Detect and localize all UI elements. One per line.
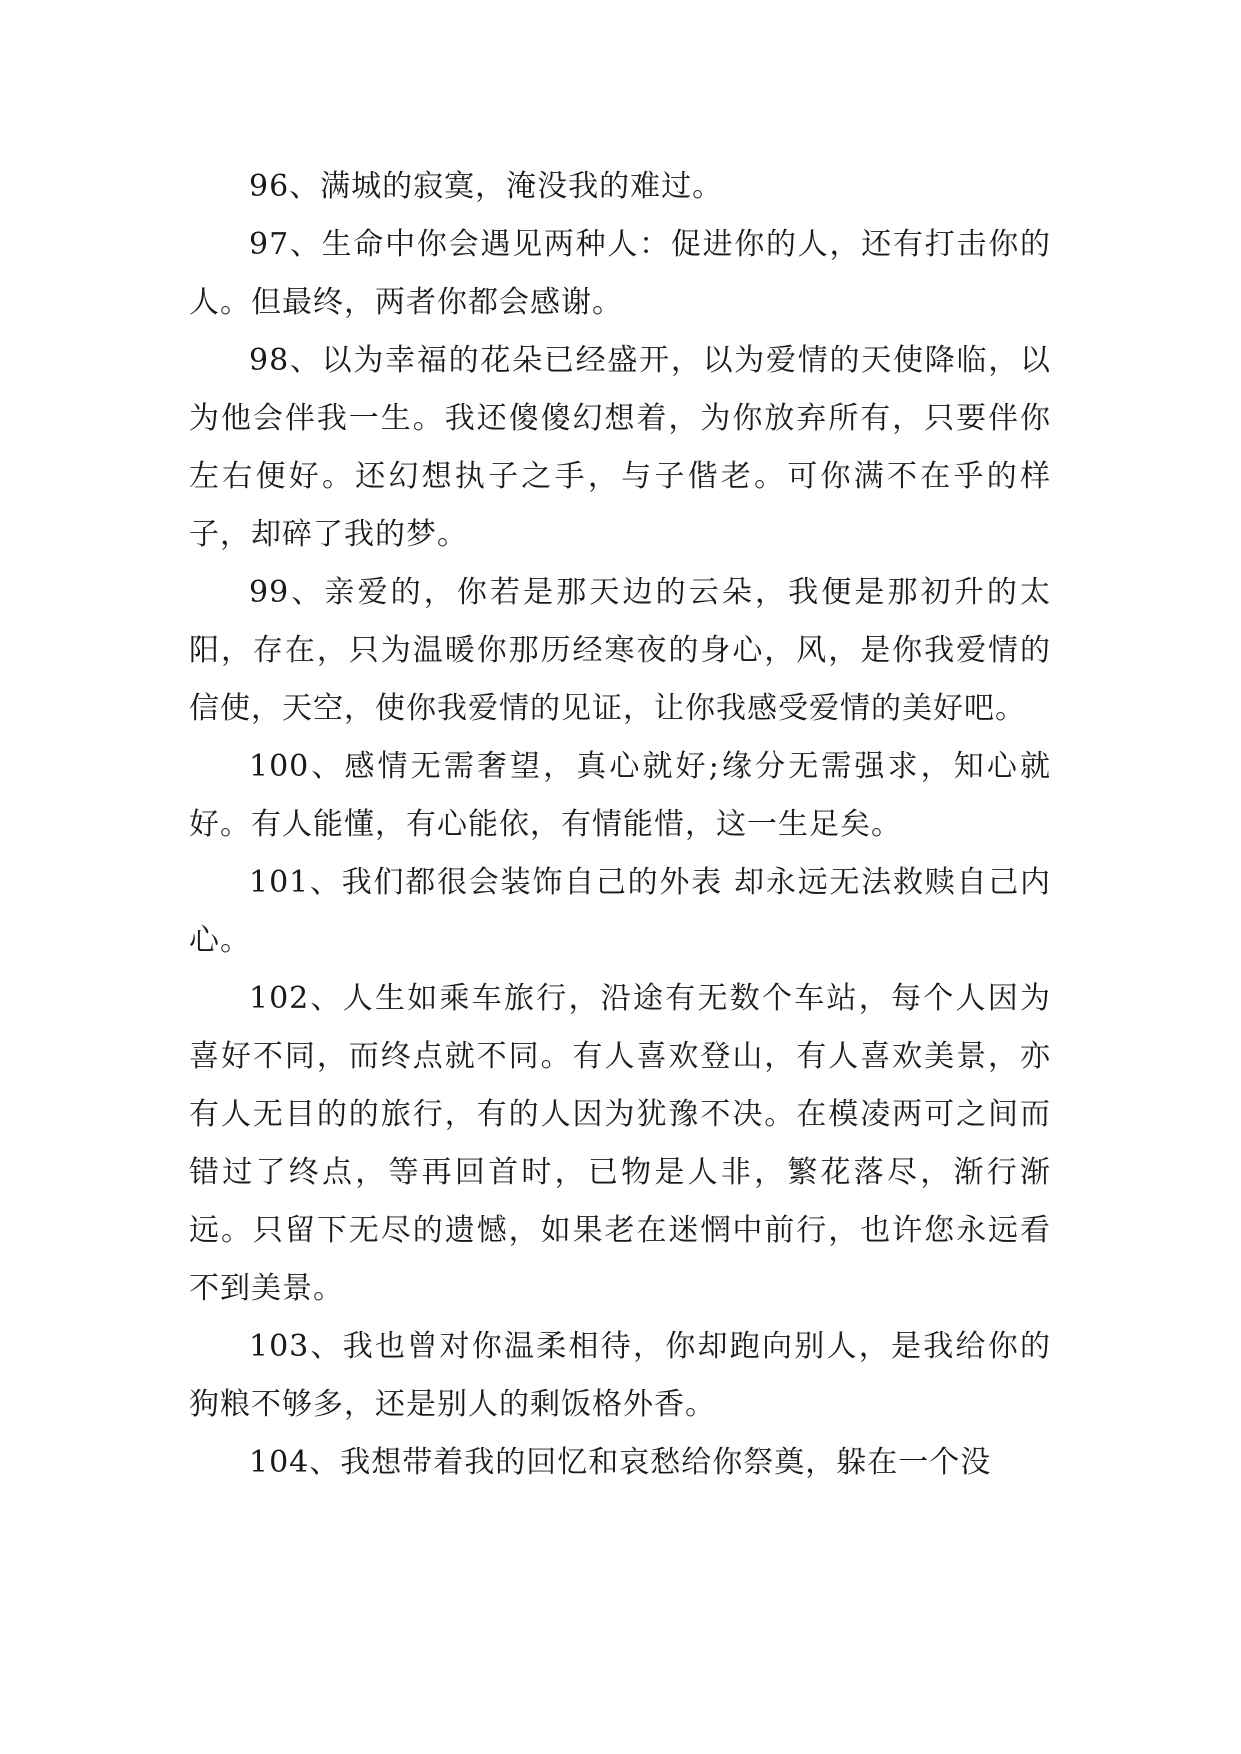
paragraph-98: 98、以为幸福的花朵已经盛开，以为爱情的天使降临，以为他会伴我一生。我还傻傻幻想着，为你放弃所有，只要伴你左右便好。还幻想执子之手，与子偕老。可你满不在乎的样子，却碎了我的梦。 — [189, 343, 1051, 552]
paragraph-104: 104、我想带着我的回忆和哀愁给你祭奠，躲在一个没 — [249, 1445, 992, 1480]
paragraph-99: 99、亲爱的，你若是那天边的云朵，我便是那初升的太阳，存在，只为温暖你那历经寒夜的身心，风，是你我爱情的信使，天空，使你我爱情的见证，让你我感受爱情的美好吧。 — [189, 575, 1051, 726]
paragraph-100: 100、感情无需奢望，真心就好;缘分无需强求，知心就好。有人能懂，有心能依，有情能惜，这一生足矣。 — [189, 749, 1051, 842]
paragraph-97: 97、生命中你会遇见两种人：促进你的人，还有打击你的人。但最终，两者你都会感谢。 — [189, 227, 1051, 320]
paragraph-96: 96、满城的寂寞，淹没我的难过。 — [249, 169, 724, 204]
paragraph-101: 101、我们都很会装饰自己的外表 却永远无法救赎自己内心。 — [189, 865, 1051, 958]
document-body — [189, 158, 1051, 1492]
paragraph-103: 103、我也曾对你温柔相待，你却跑向别人，是我给你的狗粮不够多，还是别人的剩饭格外香。 — [189, 1329, 1051, 1422]
paragraph-102: 102、人生如乘车旅行，沿途有无数个车站，每个人因为喜好不同，而终点就不同。有人喜欢登山，有人喜欢美景，亦有人无目的的旅行，有的人因为犹豫不决。在模凌两可之间而错过了终点，等再回首时，已物是人非，繁花落尽，渐行渐远。只留下无尽的遗憾，如果老在迷惘中前行，也许您永远看不到美景。 — [189, 981, 1051, 1306]
